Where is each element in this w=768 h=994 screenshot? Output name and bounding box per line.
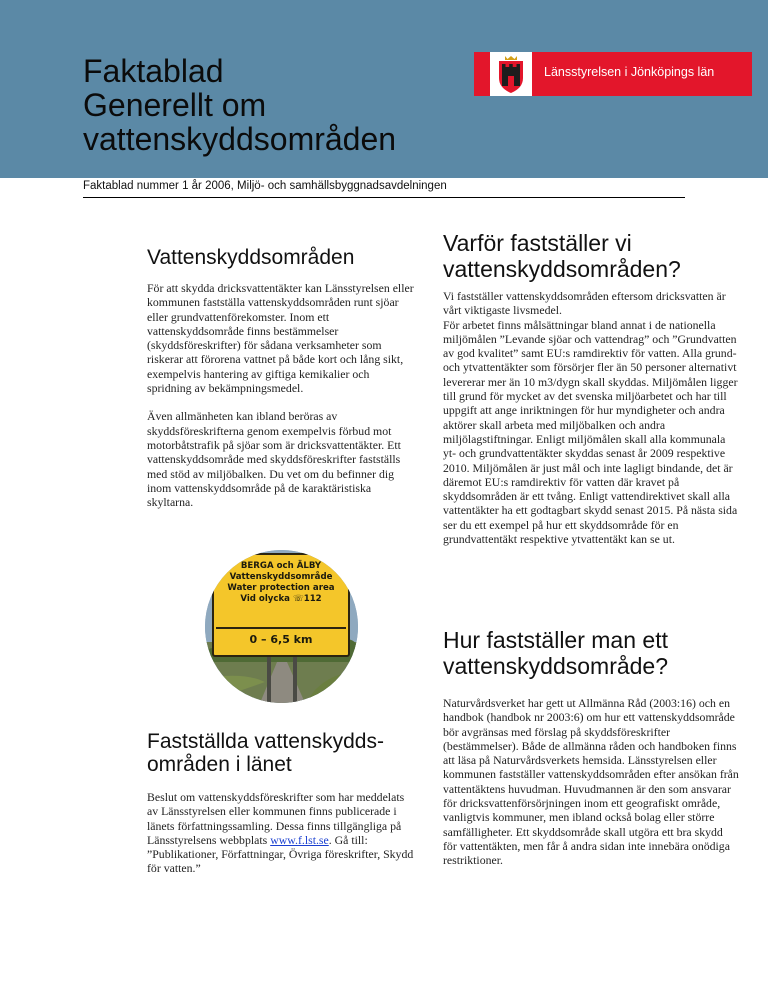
document-title: [83, 54, 396, 156]
paragraph: Även allmänheten kan ibland beröras av skyddsföreskrifterna genom exempelvis förbud mot motorbåtstrafik på sjöar som är dricksvattentäkter. Ett vattenskyddsområde med skyddsföreskrifter fastställs med stöd av miljöbalken. Du vet om du befinner dig inom vattenskyddsområde på de karaktäristiska skyltarna.: [147, 409, 401, 510]
section-heading: Vattenskyddsområden: [147, 246, 355, 269]
section-hur: [443, 627, 739, 868]
paragraph: [147, 790, 415, 876]
subtitle-line: Faktablad nummer 1 år 2006, Miljö- och samhällsbyggnadsavdelningen: [83, 180, 447, 192]
section-varfor: [443, 230, 739, 546]
title-line: vattenskyddsområden: [83, 121, 397, 157]
website-link[interactable]: www.f.lst.se: [270, 832, 329, 847]
logo-text: Länsstyrelsen i Jönköpings län: [544, 65, 715, 79]
heading-line: Fastställda vattenskydds-: [147, 730, 384, 753]
header-banner: [0, 0, 768, 178]
section-faststallda: [147, 730, 415, 876]
section-vattenskyddsomraden: [147, 246, 415, 509]
paragraph-text: . Gå till: ”Publikationer, Författningar, Övriga föreskrifter, Skydd för vatten.”: [147, 832, 414, 876]
sign-distance: 0 – 6,5 km: [216, 627, 346, 653]
agency-logo: [474, 52, 752, 96]
water-protection-sign: [212, 553, 350, 657]
section-heading: Varför fastställer vi vattenskyddsområden?: [443, 230, 681, 282]
paragraph-text: Beslut om vattenskyddsföreskrifter som har meddelats av Länsstyrelsen eller kommunen finns publicerade i länets författningssamling. Dessa finns tillgängliga på Länsstyrelsens webbplats: [147, 790, 405, 847]
sign-text: BERGA och ÄLBY: [240, 561, 322, 571]
sign-text: Vid olycka ☏112: [240, 594, 322, 604]
section-heading: [147, 730, 415, 776]
heading-line: områden i länet: [147, 753, 292, 776]
crest-icon: [490, 52, 532, 96]
paragraph: För att skydda dricksvattentäkter kan Länsstyrelsen eller kommunen fastställa vattenskyddsområden runt sjöar eller grundvattenförekomster. Inom ett vattenskyddsområde finns bestämmelser (skyddsföreskrifter) för sådana verksamheter som riskerar att förorena vattnet på både kort och lång sikt, exempelvis hantering av giftiga kemikalier och spridning av bekämpningsmedel.: [147, 281, 414, 396]
divider: [83, 197, 685, 198]
road-sign-photo: [205, 550, 358, 703]
sign-text: Water protection area: [227, 583, 335, 593]
section-heading: Hur fastställer man ett vattenskyddsområde?: [443, 627, 669, 679]
title-line: Generellt om: [83, 87, 267, 123]
paragraph: Vi fastställer vattenskyddsområden eftersom dricksvatten är vårt viktigaste livsmedel. För arbetet finns målsättningar bland annat i de nationella miljömålen ”Levande sjöar och vattendrag” och ”Grundvatten av god kvalitet” samt EU:s ramdirektiv för vatten. Alla grund- och ytvattentäkter som försörjer fler än 50 personer alternativt levererar mer än 10 m3/dygn skall skyddas. Miljömålen ligger till grund för mycket av det svenska miljöarbetet och har till uppgift att ange inriktningen för hur myndigheter och andra aktörer skall arbeta med miljöbalken och andra miljölagstiftningar. Enligt miljömålen skall alla kommunala yt- och grundvattentäkter skyddas senast år 2009 respektive 2010. Miljömålen är just mål och inte lagligt bindande, det är däremot EU:s ramdirektiv för vatten där kravet på skyddsområden är ett tvång. Enligt vattendirektivet skall alla vattentäkter ha ett godtagbart skydd senast 2015. På nästa sida ser du ett exempel på hur ett skyddsområde för en grundvattentäkt respektive ytvattentäkt kan se ut.: [443, 289, 738, 547]
title-line: Faktablad: [83, 53, 224, 89]
paragraph: Naturvårdsverket har gett ut Allmänna Råd (2003:16) och en handbok (handbok nr 2003:6) om hur ett vattenskyddsområde bör avgränsas med förslag på skyddsföreskrifter (bestämmelser). Både de allmänna råden och handboken finns att läsa på Naturvårdsverkets hemsida. Länsstyrelsen eller kommunen fastställer vattenskyddsområden efter ansökan från vattentäktens huvudman. Huvudmannen är den som ansvarar för dricksvattenförsörjningen inom ett geografiskt område, vanligtvis kommuner, men ibland också bolag eller större samfälligheter. Ett skyddsområde skall utgöra ett bra skydd för vattentäkten, men får å andra sidan inte innebära onödiga restriktioner.: [443, 696, 739, 868]
sign-text: Vattenskyddsområde: [229, 572, 333, 582]
